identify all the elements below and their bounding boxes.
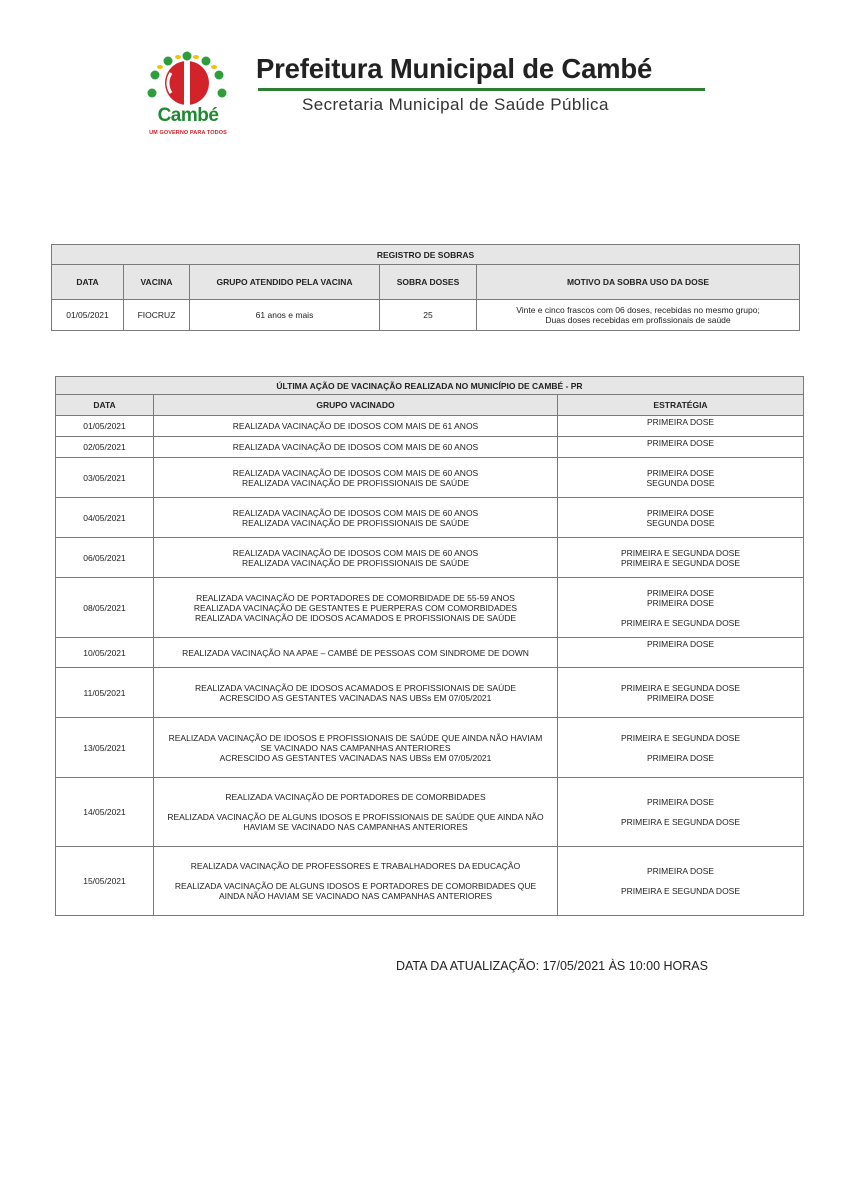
estrategia-line: PRIMEIRA E SEGUNDA DOSE xyxy=(620,886,741,896)
grupo-line: HAVIAM SE VACINADO NAS CAMPANHAS ANTERIORES xyxy=(243,822,468,832)
estrategia-line: PRIMEIRA DOSE xyxy=(646,639,715,649)
grupo-line xyxy=(158,802,553,812)
grupo-line: REALIZADA VACINAÇÃO DE IDOSOS ACAMADOS E PROFISSIONAIS DE SAÚDE xyxy=(194,612,517,623)
row-date: 08/05/2021 xyxy=(56,578,154,638)
grupo-line: REALIZADA VACINAÇÃO DE IDOSOS COM MAIS DE 61 ANOS xyxy=(232,421,479,431)
row-date: 14/05/2021 xyxy=(56,778,154,847)
table-row xyxy=(52,300,800,331)
row-estrategia xyxy=(558,718,804,778)
grupo-line xyxy=(158,871,553,881)
row-date: 04/05/2021 xyxy=(56,498,154,538)
row-grupo xyxy=(154,578,558,638)
vacinacao-rows xyxy=(56,416,804,916)
grupo-line: REALIZADA VACINAÇÃO DE IDOSOS COM MAIS DE 60 ANOS xyxy=(232,547,479,558)
row-date: 15/05/2021 xyxy=(56,847,154,916)
vacinacao-header-estrategia: ESTRATÉGIA xyxy=(558,395,804,416)
estrategia-line: PRIMEIRA DOSE xyxy=(646,597,715,608)
table-row xyxy=(56,718,804,778)
sobras-header-grupo: GRUPO ATENDIDO PELA VACINA xyxy=(190,265,380,300)
table-row xyxy=(56,416,804,437)
sobras-header-vacina: VACINA xyxy=(124,265,190,300)
row-grupo xyxy=(154,498,558,538)
grupo-line: REALIZADA VACINAÇÃO DE IDOSOS COM MAIS DE 60 ANOS xyxy=(232,507,479,518)
motivo-line: Duas doses recebidas em profissionais de saúde xyxy=(545,315,731,325)
table-row xyxy=(56,578,804,638)
row-date: 03/05/2021 xyxy=(56,458,154,498)
estrategia-line: PRIMEIRA DOSE xyxy=(646,866,715,876)
row-grupo xyxy=(154,778,558,847)
grupo-line: REALIZADA VACINAÇÃO DE PROFESSORES E TRABALHADORES DA EDUCAÇÃO xyxy=(190,861,521,871)
sobras-header-data: DATA xyxy=(52,265,124,300)
grupo-line: REALIZADA VACINAÇÃO DE PROFISSIONAIS DE SAÚDE xyxy=(241,477,470,488)
table-row xyxy=(56,847,804,916)
table-row xyxy=(56,538,804,578)
grupo-line: REALIZADA VACINAÇÃO DE IDOSOS ACAMADOS E PROFISSIONAIS DE SAÚDE xyxy=(194,682,517,693)
grupo-line: REALIZADA VACINAÇÃO DE IDOSOS COM MAIS DE 60 ANOS xyxy=(232,467,479,478)
row-grupo xyxy=(154,437,558,458)
sobras-data: 01/05/2021 xyxy=(52,300,124,331)
row-grupo xyxy=(154,668,558,718)
row-estrategia xyxy=(558,538,804,578)
estrategia-line: PRIMEIRA DOSE xyxy=(646,752,715,763)
grupo-line: AINDA NÃO HAVIAM SE VACINADO NAS CAMPANHAS ANTERIORES xyxy=(218,891,492,901)
estrategia-line: PRIMEIRA E SEGUNDA DOSE xyxy=(620,547,741,558)
estrategia-line xyxy=(562,608,799,618)
row-date: 01/05/2021 xyxy=(56,416,154,437)
table-row xyxy=(56,778,804,847)
motivo-line: Vinte e cinco frascos com 06 doses, recebidas no mesmo grupo; xyxy=(516,305,760,315)
grupo-line: REALIZADA VACINAÇÃO DE ALGUNS IDOSOS E PROFISSIONAIS DE SAÚDE QUE AINDA NÃO xyxy=(167,812,544,822)
vacinacao-header-grupo: GRUPO VACINADO xyxy=(154,395,558,416)
row-grupo xyxy=(154,538,558,578)
grupo-line: REALIZADA VACINAÇÃO DE GESTANTES E PUERPERAS COM COMORBIDADES xyxy=(193,602,518,613)
grupo-line: SE VACINADO NAS CAMPANHAS ANTERIORES xyxy=(260,742,451,753)
update-date: DATA DA ATUALIZAÇÃO: 17/05/2021 ÀS 10:00 HORAS xyxy=(396,959,708,973)
cambe-logo-icon xyxy=(138,50,236,142)
grupo-line: REALIZADA VACINAÇÃO DE PORTADORES DE COMORBIDADES xyxy=(225,792,486,802)
estrategia-line xyxy=(562,876,799,886)
grupo-line: REALIZADA VACINAÇÃO DE IDOSOS E PROFISSIONAIS DE SAÚDE QUE AINDA NÃO HAVIAM xyxy=(168,732,543,743)
vacinacao-header-data: DATA xyxy=(56,395,154,416)
page-subtitle: Secretaria Municipal de Saúde Pública xyxy=(302,95,609,114)
grupo-line: REALIZADA VACINAÇÃO DE PROFISSIONAIS DE SAÚDE xyxy=(241,517,470,528)
table-row xyxy=(56,498,804,538)
estrategia-line: PRIMEIRA DOSE xyxy=(646,417,715,427)
sobras-doses: 25 xyxy=(380,300,477,331)
sobras-title: REGISTRO DE SOBRAS xyxy=(52,245,800,265)
sobras-vacina: FIOCRUZ xyxy=(124,300,190,331)
row-estrategia xyxy=(558,668,804,718)
estrategia-line: PRIMEIRA DOSE xyxy=(646,797,715,807)
row-grupo xyxy=(154,718,558,778)
table-row xyxy=(56,638,804,668)
row-estrategia xyxy=(558,578,804,638)
row-grupo xyxy=(154,416,558,437)
grupo-line: REALIZADA VACINAÇÃO DE ALGUNS IDOSOS E PORTADORES DE COMORBIDADES QUE xyxy=(174,881,537,891)
estrategia-line: PRIMEIRA DOSE xyxy=(646,587,715,598)
estrategia-line: PRIMEIRA E SEGUNDA DOSE xyxy=(620,617,741,628)
row-date: 13/05/2021 xyxy=(56,718,154,778)
row-date: 02/05/2021 xyxy=(56,437,154,458)
grupo-line: ACRESCIDO AS GESTANTES VACINADAS NAS UBSs EM 07/05/2021 xyxy=(219,692,492,703)
row-date: 11/05/2021 xyxy=(56,668,154,718)
sobras-table xyxy=(51,244,800,331)
row-grupo xyxy=(154,847,558,916)
estrategia-line: PRIMEIRA E SEGUNDA DOSE xyxy=(620,557,741,568)
row-grupo xyxy=(154,638,558,668)
estrategia-line: PRIMEIRA E SEGUNDA DOSE xyxy=(620,817,741,827)
vacinacao-title: ÚLTIMA AÇÃO DE VACINAÇÃO REALIZADA NO MUNICÍPIO DE CAMBÉ - PR xyxy=(56,377,804,395)
row-estrategia xyxy=(558,458,804,498)
estrategia-line: PRIMEIRA DOSE xyxy=(646,438,715,448)
table-row xyxy=(56,458,804,498)
row-estrategia xyxy=(558,638,804,668)
estrategia-line: SEGUNDA DOSE xyxy=(646,477,715,488)
grupo-line: ACRESCIDO AS GESTANTES VACINADAS NAS UBSs EM 07/05/2021 xyxy=(219,752,492,763)
estrategia-line: SEGUNDA DOSE xyxy=(646,517,715,528)
page-title: Prefeitura Municipal de Cambé xyxy=(256,53,653,84)
logo-slogan: UM GOVERNO PARA TODOS xyxy=(149,130,227,136)
grupo-line: REALIZADA VACINAÇÃO DE PROFISSIONAIS DE SAÚDE xyxy=(241,557,470,568)
estrategia-line: PRIMEIRA DOSE xyxy=(646,467,715,478)
row-date: 10/05/2021 xyxy=(56,638,154,668)
grupo-line: REALIZADA VACINAÇÃO DE PORTADORES DE COMORBIDADE DE 55-59 ANOS xyxy=(196,592,515,603)
vacinacao-table xyxy=(55,376,804,916)
sobras-header-sobra: SOBRA DOSES xyxy=(380,265,477,300)
row-date: 06/05/2021 xyxy=(56,538,154,578)
sobras-grupo: 61 anos e mais xyxy=(190,300,380,331)
estrategia-line: PRIMEIRA DOSE xyxy=(646,507,715,518)
estrategia-line xyxy=(562,807,799,817)
row-estrategia xyxy=(558,437,804,458)
row-estrategia xyxy=(558,416,804,437)
row-grupo xyxy=(154,458,558,498)
sobras-header-motivo: MOTIVO DA SOBRA USO DA DOSE xyxy=(477,265,800,300)
estrategia-line: PRIMEIRA E SEGUNDA DOSE xyxy=(620,682,741,693)
table-row xyxy=(56,437,804,458)
grupo-line: REALIZADA VACINAÇÃO NA APAE – CAMBÉ DE PESSOAS COM SINDROME DE DOWN xyxy=(182,647,529,658)
row-estrategia xyxy=(558,498,804,538)
row-estrategia xyxy=(558,778,804,847)
logo-wordmark: Cambé xyxy=(157,105,219,126)
estrategia-line: PRIMEIRA DOSE xyxy=(646,692,715,703)
estrategia-line: PRIMEIRA E SEGUNDA DOSE xyxy=(620,732,741,743)
grupo-line: REALIZADA VACINAÇÃO DE IDOSOS COM MAIS DE 60 ANOS xyxy=(232,442,479,452)
row-estrategia xyxy=(558,847,804,916)
sobras-motivo xyxy=(477,300,800,331)
table-row xyxy=(56,668,804,718)
title-divider xyxy=(258,88,705,91)
estrategia-line xyxy=(562,743,799,753)
